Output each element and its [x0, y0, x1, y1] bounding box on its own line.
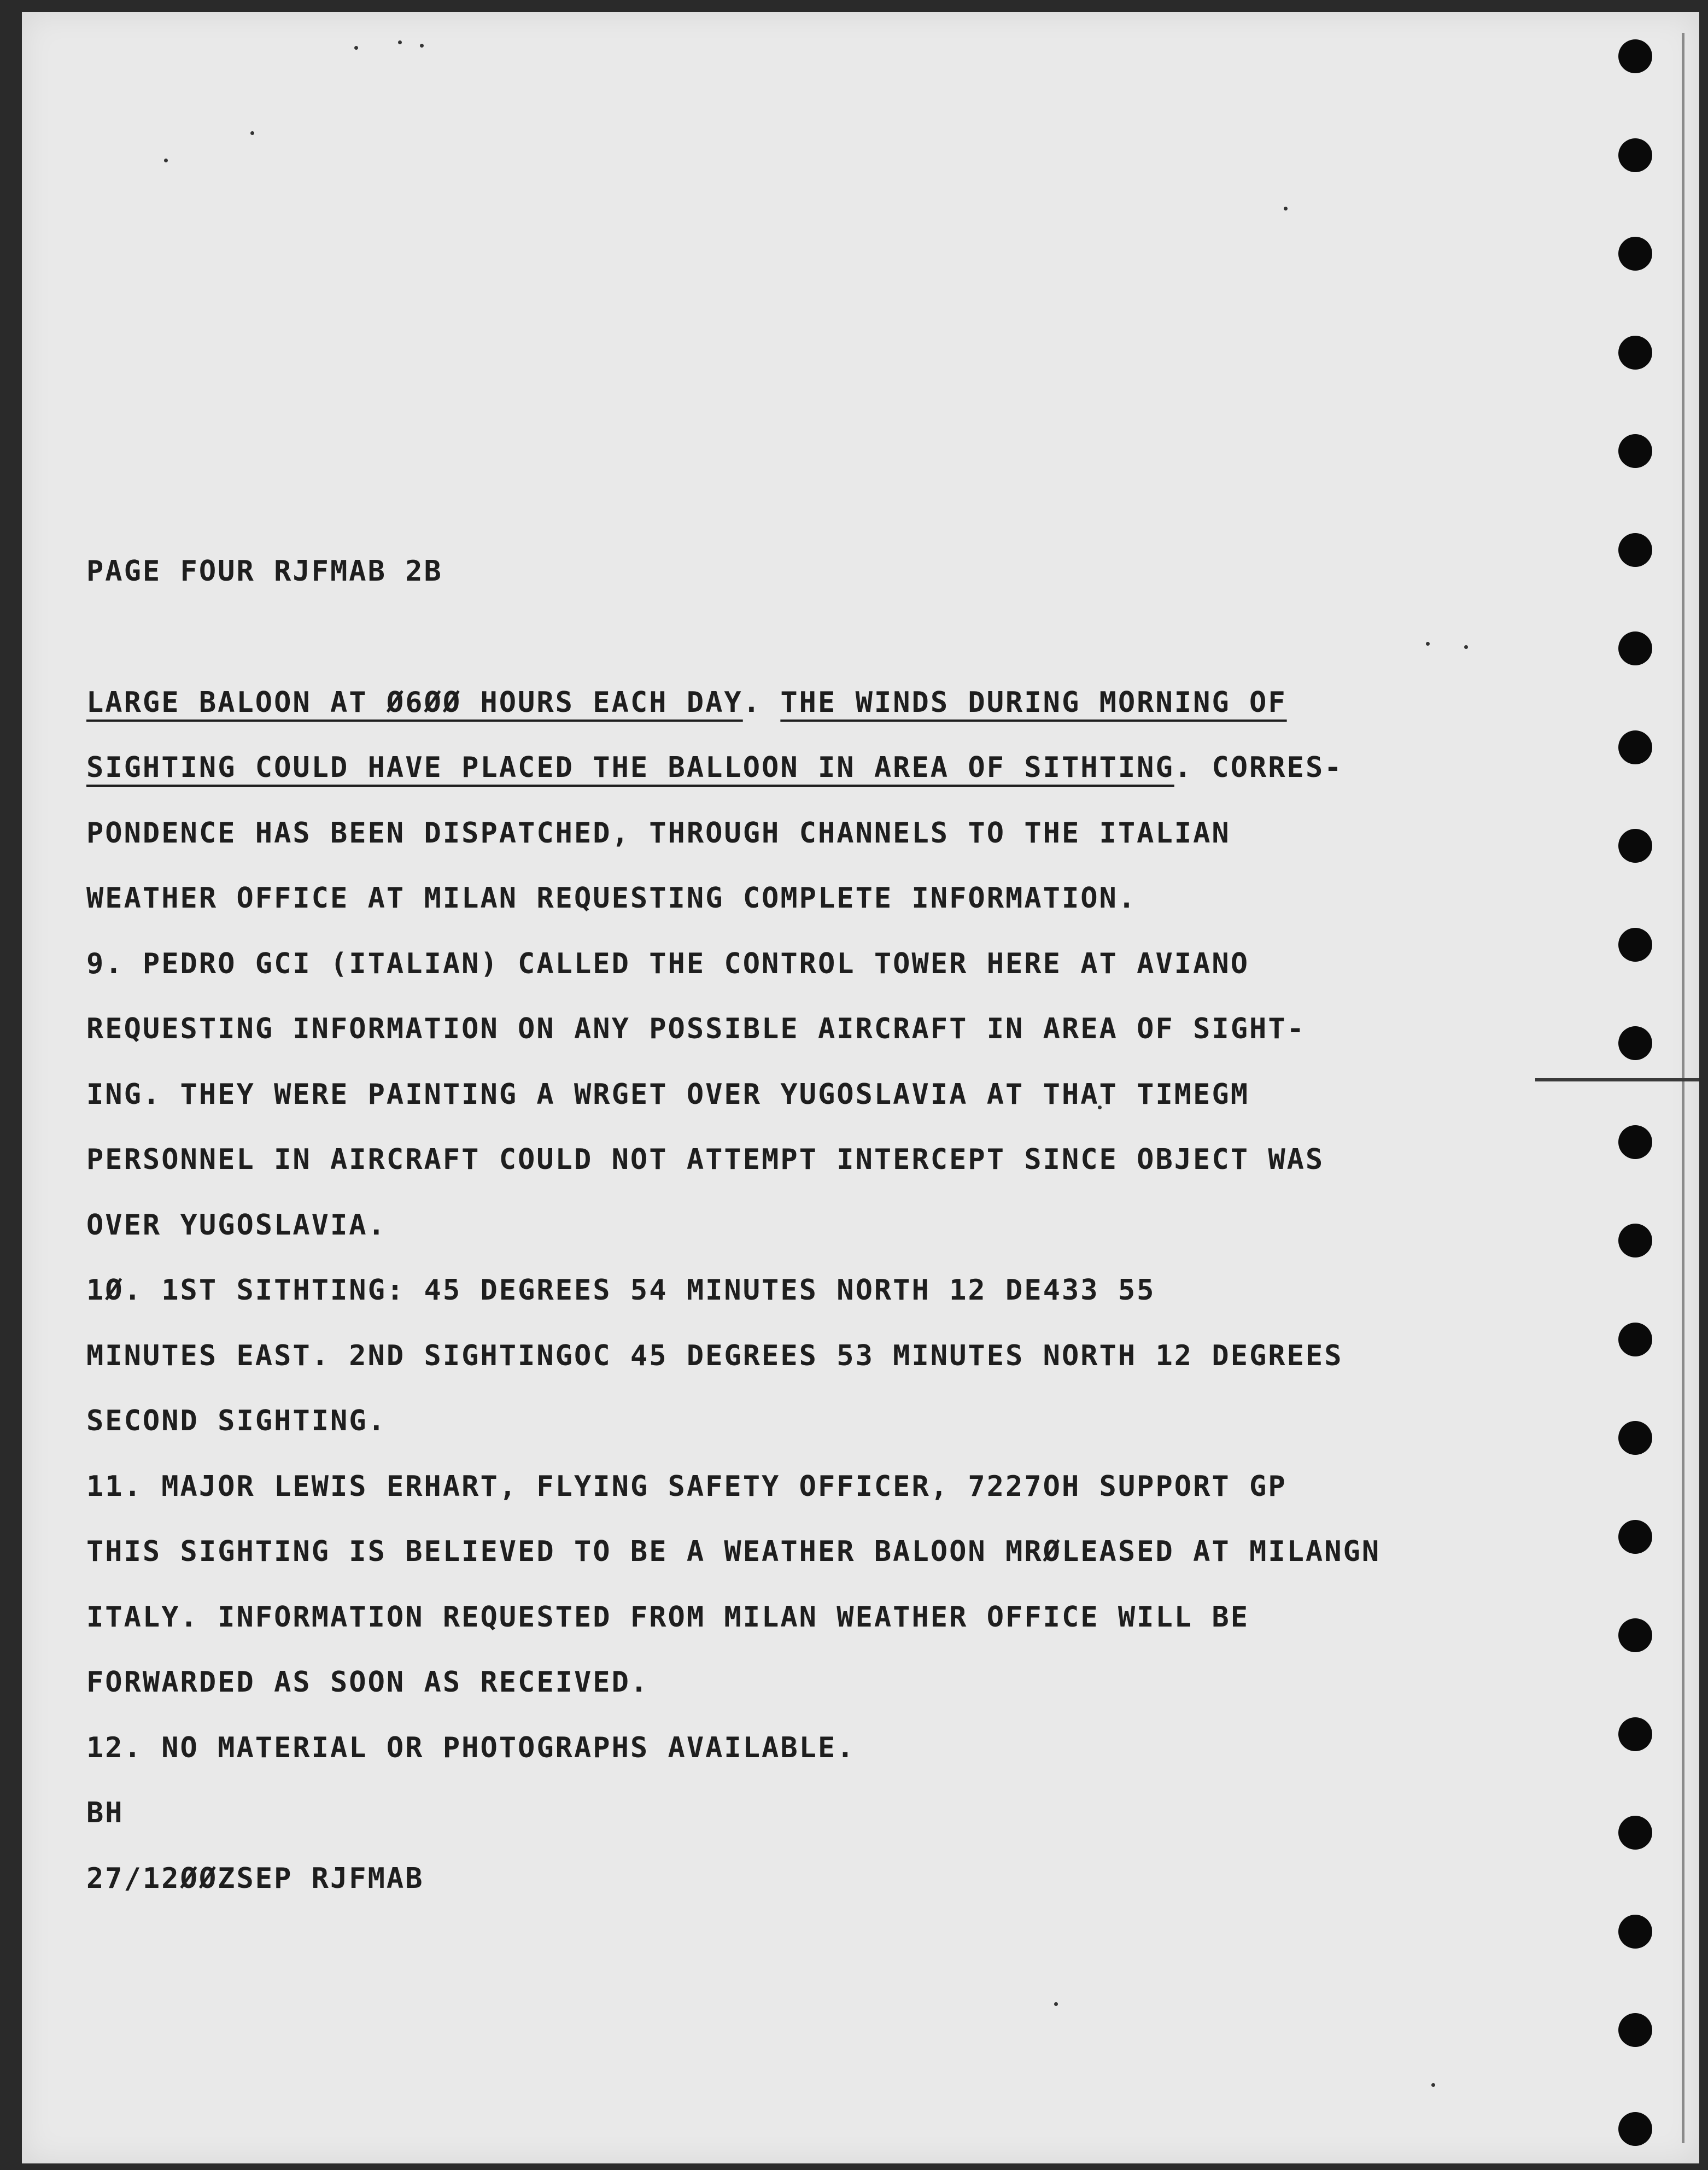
ink-speck [398, 40, 402, 44]
punch-hole-icon [1618, 1618, 1652, 1652]
message-line [86, 1340, 1563, 1405]
line-text: 1Ø. 1ST SITHTING: 45 DEGREES 54 MINUTES NORTH 12 DE433 55 [86, 1274, 1156, 1307]
message-line [86, 1405, 1563, 1470]
line-text: ING. THEY WERE PAINTING A WRGET OVER YUGOSLAVIA AT THAT TIMEGM [86, 1078, 1250, 1111]
punch-hole-icon [1618, 928, 1652, 962]
ink-speck [164, 159, 168, 162]
punch-hole-icon [1618, 1520, 1652, 1554]
message-line [86, 1535, 1563, 1601]
message-line [86, 686, 1563, 752]
punch-hole-icon [1618, 1323, 1652, 1356]
line-text: 9. PEDRO GCI (ITALIAN) CALLED THE CONTROL TOWER HERE AT AVIANO [86, 947, 1250, 980]
ink-speck [1284, 207, 1288, 210]
message-line [86, 1797, 1563, 1862]
punch-hole-icon [1618, 1125, 1652, 1159]
line-text: SECOND SIGHTING. [86, 1405, 387, 1437]
punch-hole-icon [1618, 1421, 1652, 1455]
line-text: . [742, 686, 781, 719]
message-line [86, 1732, 1563, 1797]
message-line [86, 1601, 1563, 1666]
line-text: 27/12ØØZSEP RJFMAB [86, 1862, 424, 1895]
paper-edge-line [1682, 33, 1684, 2143]
underlined-text: SIGHTING COULD HAVE PLACED THE BALLOON IN AREA OF SITHTING [86, 751, 1174, 784]
message-line [86, 1862, 1563, 1928]
punch-hole-icon [1618, 533, 1652, 567]
punch-hole-icon [1618, 829, 1652, 863]
message-line [86, 1143, 1563, 1209]
punch-hole-icon [1618, 39, 1652, 73]
line-text: . CORRES- [1174, 751, 1343, 784]
line-text: 12. NO MATERIAL OR PHOTOGRAPHS AVAILABLE. [86, 1731, 856, 1764]
line-text: BH [86, 1797, 124, 1829]
line-text: FORWARDED AS SOON AS RECEIVED. [86, 1666, 650, 1699]
punch-hole-icon [1618, 1915, 1652, 1949]
punch-hole-icon [1618, 434, 1652, 468]
underlined-text: LARGE BALOON AT Ø6ØØ HOURS EACH DAY [86, 686, 743, 719]
message-line [86, 1470, 1563, 1536]
message-line [86, 817, 1563, 882]
message-lines [86, 686, 1563, 1928]
line-text: PONDENCE HAS BEEN DISPATCHED, THROUGH CHANNELS TO THE ITALIAN [86, 816, 1231, 850]
message-line [86, 1274, 1563, 1340]
ink-speck [1054, 2002, 1058, 2006]
line-text: WEATHER OFFICE AT MILAN REQUESTING COMPLETE INFORMATION. [86, 882, 1137, 915]
punch-hole-icon [1618, 336, 1652, 370]
punch-hole-icon [1618, 730, 1652, 764]
punch-hole-icon [1618, 1026, 1652, 1060]
message-body [86, 489, 1563, 1993]
message-line [86, 1209, 1563, 1274]
punch-hole-icon [1618, 631, 1652, 665]
ink-speck [354, 46, 358, 50]
line-text: ITALY. INFORMATION REQUESTED FROM MILAN WEATHER OFFICE WILL BE [86, 1600, 1250, 1634]
punch-hole-icon [1618, 237, 1652, 271]
line-text: REQUESTING INFORMATION ON ANY POSSIBLE AIRCRAFT IN AREA OF SIGHT- [86, 1013, 1306, 1045]
line-text: MINUTES EAST. 2ND SIGHTINGOC 45 DEGREES 53 MINUTES NORTH 12 DEGREES [86, 1339, 1343, 1372]
punch-hole-icon [1618, 1717, 1652, 1751]
underlined-text: THE WINDS DURING MORNING OF [780, 686, 1287, 719]
punch-hole-icon [1618, 138, 1652, 172]
ink-speck [420, 44, 424, 48]
punch-hole-icon [1618, 1816, 1652, 1850]
message-line [86, 1666, 1563, 1732]
punch-hole-icon [1618, 2013, 1652, 2047]
message-line [86, 751, 1563, 817]
line-text: 11. MAJOR LEWIS ERHART, FLYING SAFETY OFFICER, 7227OH SUPPORT GP [86, 1470, 1287, 1503]
tractor-feed-holes [1618, 0, 1651, 2170]
line-text: OVER YUGOSLAVIA. [86, 1208, 387, 1242]
ink-speck [1431, 2083, 1435, 2087]
line-text: PERSONNEL IN AIRCRAFT COULD NOT ATTEMPT INTERCEPT SINCE OBJECT WAS [86, 1143, 1325, 1176]
punch-hole-icon [1618, 1224, 1652, 1257]
message-line [86, 1078, 1563, 1144]
message-line [86, 882, 1563, 947]
page-header: PAGE FOUR RJFMAB 2B [86, 555, 443, 588]
line-text: THIS SIGHTING IS BELIEVED TO BE A WEATHER BALOON MRØLEASED AT MILANGN [86, 1535, 1381, 1568]
ink-speck [250, 131, 254, 135]
message-line [86, 1013, 1563, 1078]
punch-hole-icon [1618, 2112, 1652, 2146]
message-line [86, 947, 1563, 1013]
